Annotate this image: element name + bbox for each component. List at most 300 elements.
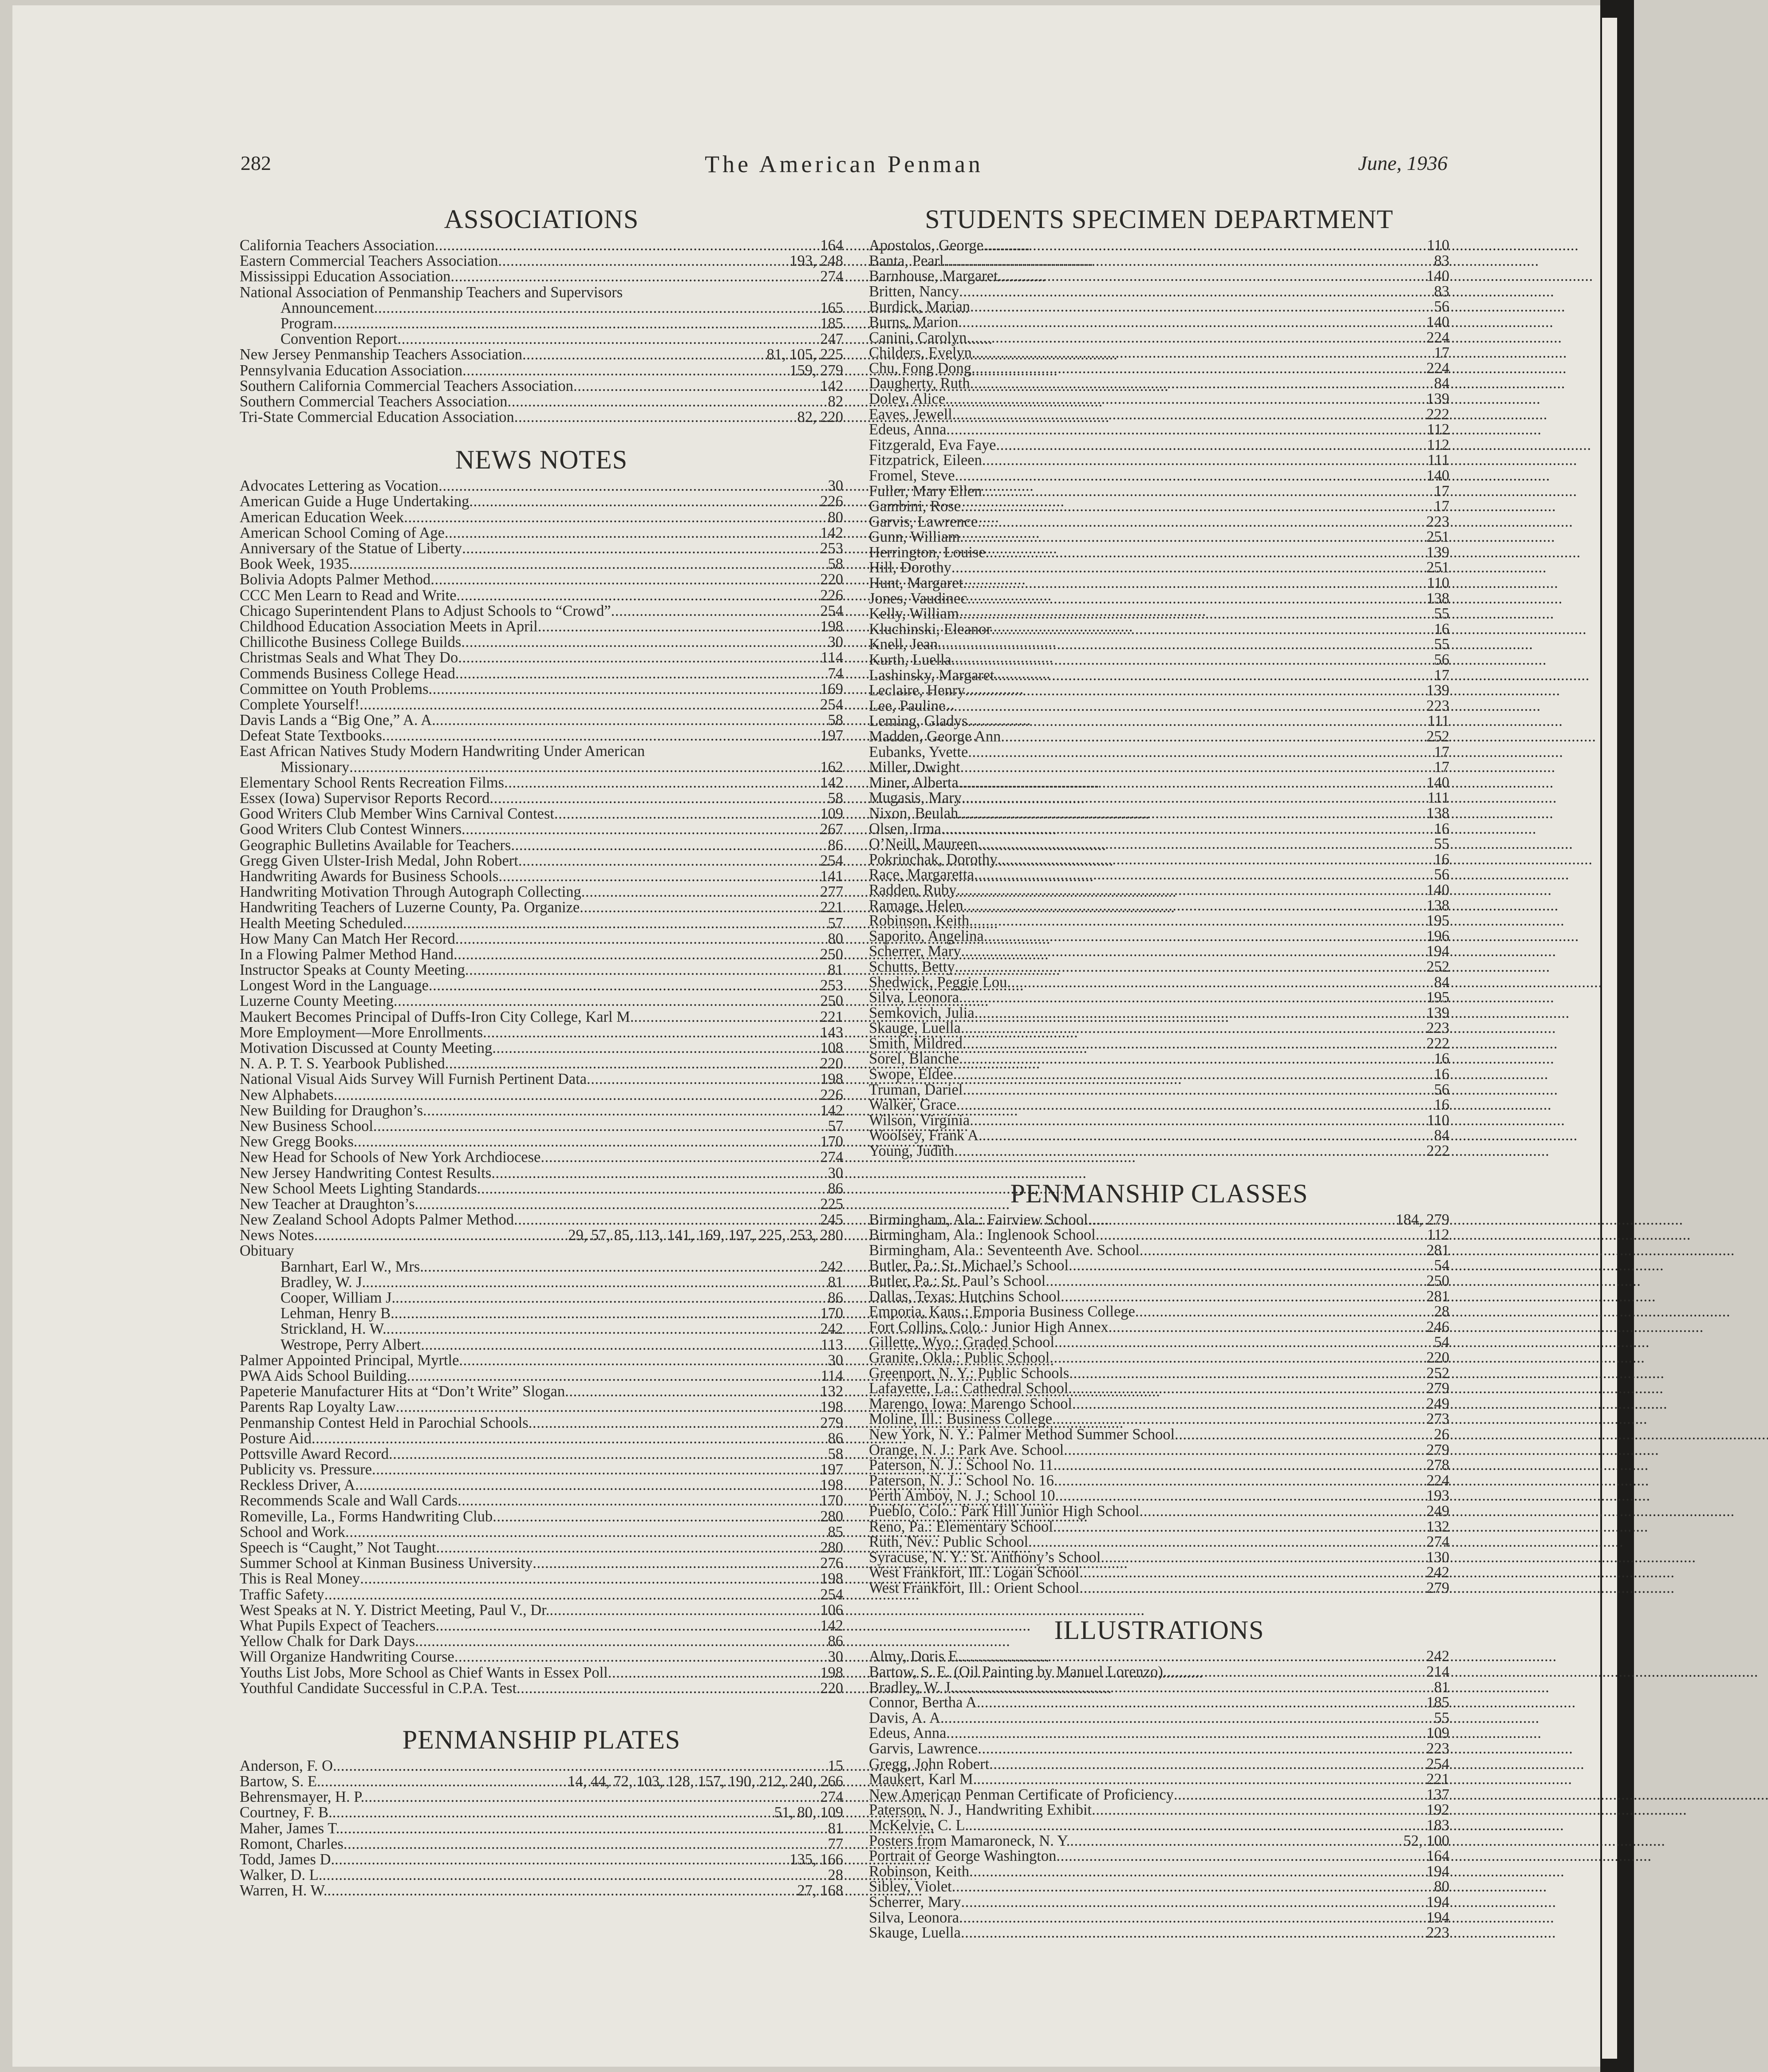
entry-title: Kelly, William	[869, 605, 959, 622]
entry-pages: 30	[828, 1351, 843, 1369]
entry-title: Canini, Carolyn	[869, 329, 967, 346]
dot-leader	[1135, 1304, 1431, 1320]
dot-leader	[963, 1036, 1423, 1052]
entry-title: Fitzgerald, Eva Faye	[869, 436, 996, 453]
index-entry	[869, 1442, 1449, 1458]
dot-leader	[945, 391, 1423, 407]
entry-title: Orange, N. J.: Park Ave. School	[869, 1441, 1064, 1458]
dot-leader	[415, 1197, 817, 1212]
entry-title: Dallas, Texas: Hutchins School	[869, 1288, 1061, 1305]
entry-pages: 278	[1426, 1457, 1449, 1474]
dot-leader	[972, 345, 1431, 361]
index-entry	[869, 1818, 1449, 1833]
entry-pages: 279	[820, 1414, 843, 1431]
index-entry	[869, 591, 1449, 607]
entry-title: Britten, Nancy	[869, 283, 959, 300]
dot-leader	[445, 525, 817, 541]
index-entry	[240, 634, 843, 650]
left-column	[240, 202, 843, 1899]
dot-leader	[946, 1725, 1423, 1741]
entry-title: Announcement	[280, 299, 374, 316]
dot-leader	[953, 1067, 1431, 1082]
entry-title: Eaves, Jewell	[869, 406, 952, 423]
entry-title: American Education Week	[240, 508, 404, 526]
entry-title: Paterson, N. J., Handwriting Exhibit	[869, 1801, 1092, 1819]
dot-leader	[1175, 1427, 1430, 1442]
entry-pages: 184, 279	[1396, 1211, 1449, 1228]
index-entry	[240, 1321, 843, 1337]
index-entry	[869, 1411, 1449, 1427]
entry-title: American School Coming of Age	[240, 524, 445, 541]
entry-title: Skauge, Luella	[869, 1020, 961, 1037]
dot-leader	[959, 1051, 1430, 1067]
dot-leader	[462, 822, 817, 837]
dot-leader	[489, 791, 824, 806]
entry-pages: 140	[1426, 881, 1449, 898]
dot-leader	[504, 775, 817, 791]
index-entry	[869, 1335, 1449, 1350]
entry-pages: 16	[1434, 820, 1449, 837]
entry-title: Bradley, W. J.	[280, 1273, 366, 1291]
index-entry	[240, 1212, 843, 1228]
entry-pages: 170	[820, 1305, 843, 1322]
entry-title: Chicago Superintendent Plans to Adjust Schools to “Crowd”	[240, 602, 611, 619]
dot-leader	[387, 1321, 817, 1337]
page-number: 282	[241, 152, 271, 174]
dot-leader	[1096, 1227, 1424, 1243]
index-entry	[240, 603, 843, 619]
index-entry	[240, 806, 843, 822]
dot-leader	[339, 1821, 824, 1836]
entry-pages: 138	[1426, 804, 1449, 822]
index-entry	[240, 1306, 843, 1321]
entry-title: Chillicothe Business College Builds	[240, 634, 462, 651]
index-entry	[240, 900, 843, 915]
entry-title: Book Week, 1935	[240, 555, 349, 573]
dot-leader	[946, 422, 1423, 437]
index-entry	[240, 1493, 843, 1509]
index-entry	[240, 1509, 843, 1524]
entry-pages: 195	[1426, 989, 1449, 1006]
dot-leader	[956, 882, 1423, 898]
dot-leader	[963, 898, 1423, 914]
entry-pages: 17	[1434, 498, 1449, 515]
entry-pages: 139	[1426, 682, 1449, 699]
entry-title: New Alphabets	[240, 1086, 334, 1103]
entry-pages: 170	[820, 1133, 843, 1150]
entry-title: O’Neill, Maureen	[869, 835, 978, 853]
dot-leader	[355, 1477, 817, 1493]
entry-title: Fort Collins, Colo.: Junior High Annex	[869, 1318, 1109, 1335]
entry-pages: 279	[1426, 1579, 1449, 1596]
dot-leader	[407, 1368, 817, 1384]
index-entry	[869, 1366, 1449, 1381]
entry-pages: 185	[1426, 1694, 1449, 1711]
dot-leader	[991, 622, 1431, 637]
dot-leader	[430, 572, 817, 587]
dot-leader	[1054, 1457, 1423, 1473]
entry-pages: 159, 279	[789, 362, 843, 379]
entry-pages: 222	[1426, 1035, 1449, 1052]
entry-title: Complete Yourself!	[240, 696, 360, 713]
index-entry	[240, 1150, 843, 1165]
dot-leader	[969, 1864, 1423, 1879]
index-entry	[869, 560, 1449, 575]
entry-pages: 28	[1434, 1303, 1449, 1320]
index-entry	[869, 361, 1449, 376]
entry-pages: 274	[820, 1149, 843, 1166]
index-entry	[869, 437, 1449, 453]
dot-leader	[1101, 1550, 1423, 1565]
entry-pages: 198	[820, 1477, 843, 1494]
index-entry	[869, 407, 1449, 422]
index-entry	[869, 745, 1449, 760]
dot-leader	[994, 668, 1431, 683]
entry-pages: 138	[1426, 590, 1449, 607]
index-entry	[869, 1925, 1449, 1941]
dot-leader	[498, 253, 786, 269]
index-entry	[240, 666, 843, 681]
index-entry	[240, 791, 843, 806]
index-entry	[869, 1036, 1449, 1052]
entry-pages: 165	[820, 299, 843, 316]
entry-pages: 224	[1426, 329, 1449, 346]
entry-title: Bartow, S. E.	[240, 1773, 321, 1790]
entry-pages: 226	[820, 1086, 843, 1103]
entry-title: New American Penman Certificate of Proficiency	[869, 1786, 1174, 1803]
entry-pages: 250	[1426, 1272, 1449, 1289]
entry-pages: 81	[828, 1273, 843, 1291]
index-entry	[869, 1473, 1449, 1489]
section-heading-students-specimen-department: STUDENTS SPECIMEN DEPARTMENT	[925, 205, 1393, 234]
entry-title: Banta, Pearl	[869, 252, 944, 269]
dot-leader	[944, 1710, 1431, 1726]
entry-pages: 143	[820, 1024, 843, 1041]
entry-pages: 252	[1426, 728, 1449, 745]
dot-leader	[962, 1649, 1423, 1664]
index-entry	[869, 1580, 1449, 1596]
entry-pages: 252	[1426, 958, 1449, 975]
index-entry	[869, 238, 1449, 253]
entry-title: Convention Report	[280, 331, 398, 348]
index-entry	[240, 681, 843, 697]
dot-leader	[967, 330, 1423, 346]
dot-leader	[967, 713, 1424, 729]
dot-leader	[983, 238, 1423, 253]
entry-title: Lee, Pauline	[869, 697, 946, 714]
index-entry	[240, 619, 843, 634]
index-entry	[240, 1477, 843, 1493]
index-entry	[869, 1802, 1449, 1818]
entry-pages: 142	[820, 774, 843, 791]
entry-pages: 138	[1426, 897, 1449, 914]
entry-title: Pueblo, Colo.: Park Hill Junior High School	[869, 1502, 1140, 1520]
entry-pages: 279	[1426, 1380, 1449, 1397]
index-entry	[869, 1350, 1449, 1366]
index-entry	[869, 1082, 1449, 1098]
entry-title: American Guide a Huge Undertaking	[240, 493, 470, 510]
dot-leader	[634, 1009, 817, 1025]
dot-leader	[1088, 1212, 1393, 1228]
entry-title: N. A. P. T. S. Yearbook Published	[240, 1055, 445, 1072]
entry-title: Romeville, La., Forms Handwriting Club	[240, 1508, 493, 1525]
index-entry	[869, 1243, 1449, 1258]
index-entry	[240, 1587, 843, 1603]
entry-pages: 251	[1426, 528, 1449, 546]
entry-title: Burdick, Marian	[869, 298, 971, 315]
entry-pages: 192	[1426, 1801, 1449, 1819]
entry-pages: 280	[820, 1508, 843, 1525]
entry-pages: 17	[1434, 759, 1449, 776]
entry-title: West Frankfort, Ill.: Logan School	[869, 1564, 1080, 1581]
index-entry	[869, 575, 1449, 591]
section-heading-news-notes: NEWS NOTES	[455, 445, 628, 475]
entry-title: Walker, D. L.	[240, 1867, 323, 1884]
entry-pages: 26	[1434, 1426, 1449, 1443]
index-entry	[240, 822, 843, 837]
dot-leader	[941, 821, 1431, 837]
index-entry	[869, 299, 1449, 315]
dot-leader	[955, 959, 1423, 975]
dot-leader	[580, 900, 817, 915]
index-entry	[869, 637, 1449, 652]
index-entry	[869, 698, 1449, 714]
entry-title: Robinson, Keith	[869, 1863, 970, 1880]
entry-pages: 223	[1426, 513, 1449, 530]
index-entry	[240, 588, 843, 603]
dot-leader	[970, 1113, 1423, 1128]
dot-leader	[970, 299, 1430, 315]
dot-leader	[978, 514, 1423, 530]
entry-title: Olsen, Irma	[869, 820, 941, 837]
dot-leader	[963, 575, 1423, 591]
dot-leader	[954, 1680, 1430, 1695]
entry-pages: 198	[820, 1664, 843, 1681]
dot-leader	[382, 728, 817, 744]
section-heading-penmanship-classes: PENMANSHIP CLASSES	[1010, 1178, 1308, 1208]
entry-pages: 142	[820, 1102, 843, 1119]
index-entry	[869, 852, 1449, 867]
entry-title: Granite, Okla.: Public School	[869, 1349, 1050, 1366]
entry-title: Davis, A. A.	[869, 1709, 944, 1726]
index-entry	[869, 821, 1449, 837]
index-entry	[240, 1634, 843, 1649]
entry-title: Youthful Candidate Successful in C.P.A. Test	[240, 1679, 517, 1697]
dot-leader	[312, 1431, 825, 1446]
entry-pages: 139	[1426, 1004, 1449, 1021]
entry-title: Warren, H. W.	[240, 1882, 328, 1899]
dot-leader	[1028, 1534, 1423, 1550]
entry-pages: 183	[1426, 1817, 1449, 1834]
index-entry	[240, 1399, 843, 1415]
index-entry	[240, 1867, 843, 1883]
index-entry	[869, 1067, 1449, 1082]
entry-pages: 30	[828, 477, 843, 495]
dot-leader	[491, 1166, 824, 1181]
entry-pages: 74	[828, 665, 843, 682]
index-entry	[869, 1725, 1449, 1741]
dot-leader	[963, 1082, 1430, 1098]
entry-title: Obituary	[240, 1242, 294, 1260]
index-entry	[869, 1895, 1449, 1910]
dot-leader	[429, 681, 817, 697]
index-entry	[869, 545, 1449, 560]
entry-pages: 81	[828, 961, 843, 979]
index-entry	[240, 713, 843, 728]
entry-title: Good Writers Club Contest Winners	[240, 821, 462, 838]
index-entry	[869, 1772, 1449, 1787]
entry-pages: 30	[828, 1164, 843, 1182]
entry-title: Perth Amboy, N. J.; School 10	[869, 1487, 1055, 1505]
index-entry	[240, 775, 843, 791]
dot-leader	[958, 806, 1423, 821]
entry-title: Anderson, F. O.	[240, 1757, 337, 1774]
entry-pages: 80	[1434, 1878, 1449, 1895]
index-entry	[869, 330, 1449, 346]
entry-title: Birmingham, Ala.: Inglenook School	[869, 1226, 1096, 1244]
index-entry	[240, 394, 843, 410]
index-entry	[240, 978, 843, 993]
entry-title: Good Writers Club Member Wins Carnival Contest	[240, 805, 554, 823]
index-entry	[240, 1805, 843, 1820]
entry-pages: 82, 220	[797, 409, 843, 426]
entry-title: Summer School at Kinman Business University	[240, 1555, 533, 1572]
dot-leader	[459, 1353, 824, 1368]
dot-leader	[343, 1836, 825, 1852]
entry-pages: 51, 80, 109	[774, 1804, 843, 1821]
index-entry	[240, 1368, 843, 1384]
entry-title: Daugherty, Ruth	[869, 375, 970, 392]
entry-pages: 86	[828, 1430, 843, 1447]
entry-pages: 280	[820, 1539, 843, 1556]
entry-pages: 247	[820, 331, 843, 348]
dot-leader	[1079, 1565, 1423, 1580]
dot-leader	[394, 993, 817, 1009]
dot-leader	[457, 588, 817, 603]
entry-title: Tri-State Commercial Education Association	[240, 409, 514, 426]
entry-title: Missionary	[280, 758, 350, 776]
entry-title: Longest Word in the Language	[240, 977, 429, 994]
dot-leader	[450, 269, 817, 284]
index-entry	[240, 1275, 843, 1290]
dot-leader	[958, 315, 1423, 330]
index-entry	[240, 1462, 843, 1477]
index-entry	[240, 1415, 843, 1431]
index-entry	[869, 529, 1449, 545]
entry-title: Instructor Speaks at County Meeting	[240, 961, 465, 979]
index-entry	[240, 541, 843, 556]
entry-title: Butler, Pa.: St. Paul’s School	[869, 1272, 1046, 1289]
index-entry	[240, 1774, 843, 1789]
entry-title: Nixon, Beulah	[869, 804, 959, 822]
index-entry	[869, 713, 1449, 729]
index-entry	[869, 468, 1449, 484]
index-entry	[869, 1427, 1449, 1442]
index-entry	[869, 913, 1449, 929]
index-entry	[240, 1836, 843, 1852]
index-entry	[240, 1228, 843, 1243]
index-entry	[869, 345, 1449, 361]
entry-title: National Visual Aids Survey Will Furnish Pertinent Data	[240, 1071, 587, 1088]
index-entry	[240, 347, 843, 362]
entry-pages: 57	[828, 1117, 843, 1134]
dot-leader	[511, 838, 824, 853]
entry-title: Eubanks, Yvette	[869, 743, 968, 760]
entry-title: Truman, Dariel	[869, 1081, 963, 1098]
entry-pages: 139	[1426, 390, 1449, 407]
index-entry	[240, 510, 843, 525]
entry-pages: 274	[820, 1788, 843, 1806]
entry-title: Birmingham, Ala.: Fairview School	[869, 1211, 1088, 1228]
entry-title: Fitzpatrick, Eileen	[869, 452, 982, 469]
entry-pages: 16	[1434, 620, 1449, 638]
entry-pages: 225	[820, 1195, 843, 1213]
index-entry	[240, 1821, 843, 1836]
index-entry	[240, 728, 843, 744]
entry-title: Gunn, William	[869, 528, 960, 546]
entry-pages: 223	[1426, 1924, 1449, 1942]
entry-title: McKelvie, C. L.	[869, 1817, 969, 1834]
index-entry	[869, 1910, 1449, 1926]
dot-leader	[454, 947, 817, 962]
entry-pages: 111	[1427, 452, 1449, 469]
entry-title: Leming, Gladys	[869, 713, 968, 730]
index-entry	[869, 453, 1449, 468]
index-entry	[869, 1550, 1449, 1565]
entry-title: Maher, James T.	[240, 1820, 340, 1837]
dot-leader	[981, 1695, 1423, 1710]
index-entry	[240, 1087, 843, 1103]
dot-leader	[982, 453, 1424, 468]
dot-leader	[333, 316, 817, 331]
entry-title: Birmingham, Ala.: Seventeenth Ave. School	[869, 1241, 1140, 1259]
entry-title: Pokrinchak, Dorothy	[869, 851, 998, 868]
index-entry	[240, 962, 843, 978]
entry-title: Mugasis, Mary	[869, 789, 962, 807]
entry-pages: 16	[1434, 1066, 1449, 1083]
entry-title: Wilson, Virginia	[869, 1111, 970, 1129]
entry-title: Paterson, N. J.: School No. 11	[869, 1457, 1054, 1474]
entry-pages: 198	[820, 1570, 843, 1587]
dot-leader	[945, 698, 1423, 714]
entry-title: Radden, Ruby	[869, 881, 957, 898]
entry-pages: 194	[1426, 1863, 1449, 1880]
entry-title: Kurth, Luella	[869, 651, 951, 669]
entry-title: Fromel, Steve	[869, 467, 955, 484]
entry-title: Davis Lands a “Big One,” A. A.	[240, 712, 436, 729]
entry-title: Gregg, John Robert	[869, 1755, 990, 1773]
dot-leader	[398, 331, 817, 347]
dot-leader	[458, 1493, 817, 1509]
index-entry	[240, 947, 843, 962]
entry-title: Will Organize Handwriting Course	[240, 1648, 454, 1666]
index-entry	[240, 1446, 843, 1462]
entry-pages: 223	[1426, 1020, 1449, 1037]
index-entry	[869, 652, 1449, 668]
dot-leader	[469, 494, 817, 509]
index-entry	[240, 1259, 843, 1275]
entry-pages: 17	[1434, 482, 1449, 500]
index-entry	[869, 836, 1449, 852]
dot-leader	[541, 1150, 817, 1165]
entry-title: West Frankfort, Ill.: Orient School	[869, 1579, 1080, 1596]
dot-leader	[951, 560, 1423, 575]
entry-title: Traffic Safety	[240, 1586, 324, 1603]
entry-pages: 106	[820, 1601, 843, 1619]
dot-leader	[321, 1774, 564, 1789]
entry-pages: 30	[828, 634, 843, 651]
entry-title: Marengo, Iowa: Marengo School	[869, 1395, 1072, 1412]
